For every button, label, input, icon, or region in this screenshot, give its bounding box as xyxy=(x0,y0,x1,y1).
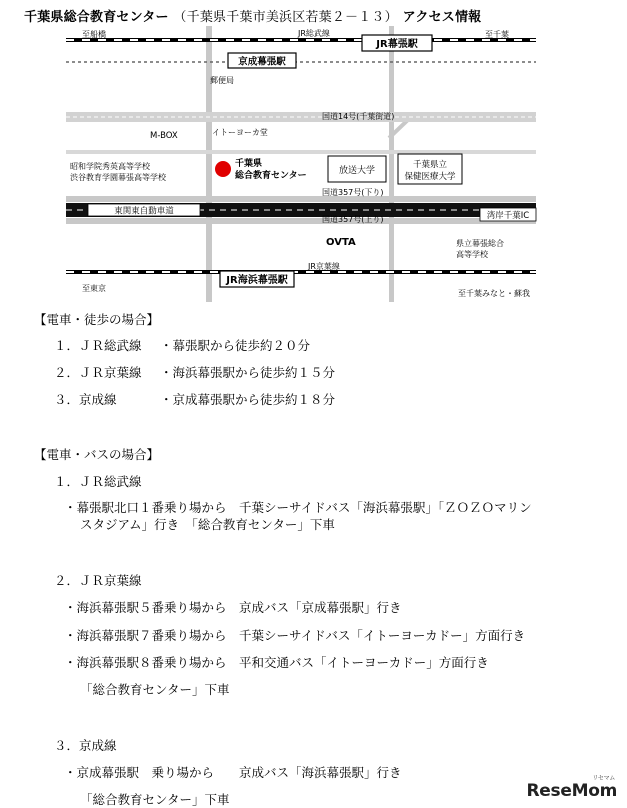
label-jr-keiyo: JR京葉線 xyxy=(308,262,340,271)
walk-item-2-desc: ・海浜幕張駅から徒歩約１５分 xyxy=(160,365,336,380)
label-hoken-1: 千葉県立 xyxy=(412,160,448,170)
road-vertical-right xyxy=(389,26,394,302)
label-post-office: 郵便局 xyxy=(210,76,234,85)
destination-marker xyxy=(215,161,231,177)
label-to-soga: 至千葉みなと・蘇我 xyxy=(458,289,530,298)
bus-group-1-line-2: スタジアム」行き 「総合教育センター」下車 xyxy=(80,517,335,532)
label-wangan-ic: 湾岸千葉IC xyxy=(486,211,530,221)
title-name: 千葉県総合教育センター xyxy=(24,10,169,25)
label-center-1: 千葉県 xyxy=(235,159,263,169)
walk-item-3-num: ３．京成線 xyxy=(54,392,117,407)
label-route357-down: 国道357号(下り) xyxy=(322,188,384,197)
bus-group-3-line-2: 「総合教育センター」下車 xyxy=(80,792,230,807)
label-jr-makuhari: JR幕張駅 xyxy=(376,39,418,50)
label-to-funabashi: 至船橋 xyxy=(82,30,106,39)
bus-group-2-line-3: ・海浜幕張駅８番乗り場から 平和交通バス「イトーヨーカドー」方面行き xyxy=(64,655,489,670)
bus-group-1-line-1: ・幕張駅北口１番乗り場から 千葉シーサイドバス「海浜幕張駅」「ＺＯＺＯマリン xyxy=(64,500,532,515)
label-center-2: 総合教育センター xyxy=(235,171,307,181)
resemom-logo-text: ReseMom xyxy=(526,781,617,801)
label-itoyokado: イトーヨーカ堂 xyxy=(212,128,268,137)
resemom-logo xyxy=(526,775,617,801)
walk-item-1-line xyxy=(54,338,142,354)
label-ovta: OVTA xyxy=(326,237,356,248)
label-hoken-2: 保健医療大学 xyxy=(404,172,456,182)
bus-group-2-line-1: ・海浜幕張駅５番乗り場から 京成バス「京成幕張駅」行き xyxy=(64,600,402,615)
resemom-logo-sub: リセマム xyxy=(592,775,615,782)
label-jr-sobu: JR総武線 xyxy=(298,29,330,38)
label-route357-up: 国道357号(上り) xyxy=(322,215,384,224)
label-school-1: 昭和学院秀英高等学校 xyxy=(70,162,150,171)
title-suffix: アクセス情報 xyxy=(402,10,482,25)
label-school-2: 渋谷教育学園幕張高等学校 xyxy=(70,173,166,182)
label-to-chiba: 至千葉 xyxy=(485,30,509,39)
label-kenritsu-2: 高等学校 xyxy=(456,250,488,259)
access-map xyxy=(60,26,545,302)
bus-group-2-title: ２．ＪＲ京葉線 xyxy=(54,573,142,588)
walk-heading: 【電車・徒歩の場合】 xyxy=(34,312,160,327)
bus-group-2-line-4: 「総合教育センター」下車 xyxy=(80,682,230,697)
page-title xyxy=(24,6,481,25)
label-hoso-daigaku: 放送大学 xyxy=(338,166,376,176)
title-address: （千葉県千葉市美浜区若葉２－１３） xyxy=(173,10,398,25)
walk-item-1-num: １．ＪＲ総武線 xyxy=(54,338,142,353)
walk-item-2-num: ２．ＪＲ京葉線 xyxy=(54,365,142,380)
label-to-tokyo: 至東京 xyxy=(82,284,106,293)
bus-group-2-line-2: ・海浜幕張駅７番乗り場から 千葉シーサイドバス「イトーヨーカドー」方面行き xyxy=(64,628,526,643)
road-route357-up xyxy=(66,218,536,224)
label-route14: 国道14号(千葉街道) xyxy=(322,112,395,121)
label-keisei-makuhari: 京成幕張駅 xyxy=(238,56,286,68)
label-higashikanto: 東関東自動車道 xyxy=(114,206,174,217)
bus-group-3-title: ３．京成線 xyxy=(54,738,117,753)
road-vertical-left xyxy=(206,26,212,302)
label-kaihin-makuhari: JR海浜幕張駅 xyxy=(226,275,288,286)
bus-group-1-title: １．ＪＲ総武線 xyxy=(54,474,142,489)
walk-item-3-desc: ・京成幕張駅から徒歩約１８分 xyxy=(160,392,336,407)
road-route357-down xyxy=(66,196,536,202)
label-mbox: M-BOX xyxy=(150,131,178,141)
road-minor xyxy=(66,150,536,154)
label-kenritsu-1: 県立幕張総合 xyxy=(456,239,504,248)
bus-group-3-line-1: ・京成幕張駅 乗り場から 京成バス「海浜幕張駅」行き xyxy=(64,765,402,780)
walk-item-1-desc: ・幕張駅から徒歩約２０分 xyxy=(160,338,311,353)
bus-heading: 【電車・バスの場合】 xyxy=(34,447,160,462)
